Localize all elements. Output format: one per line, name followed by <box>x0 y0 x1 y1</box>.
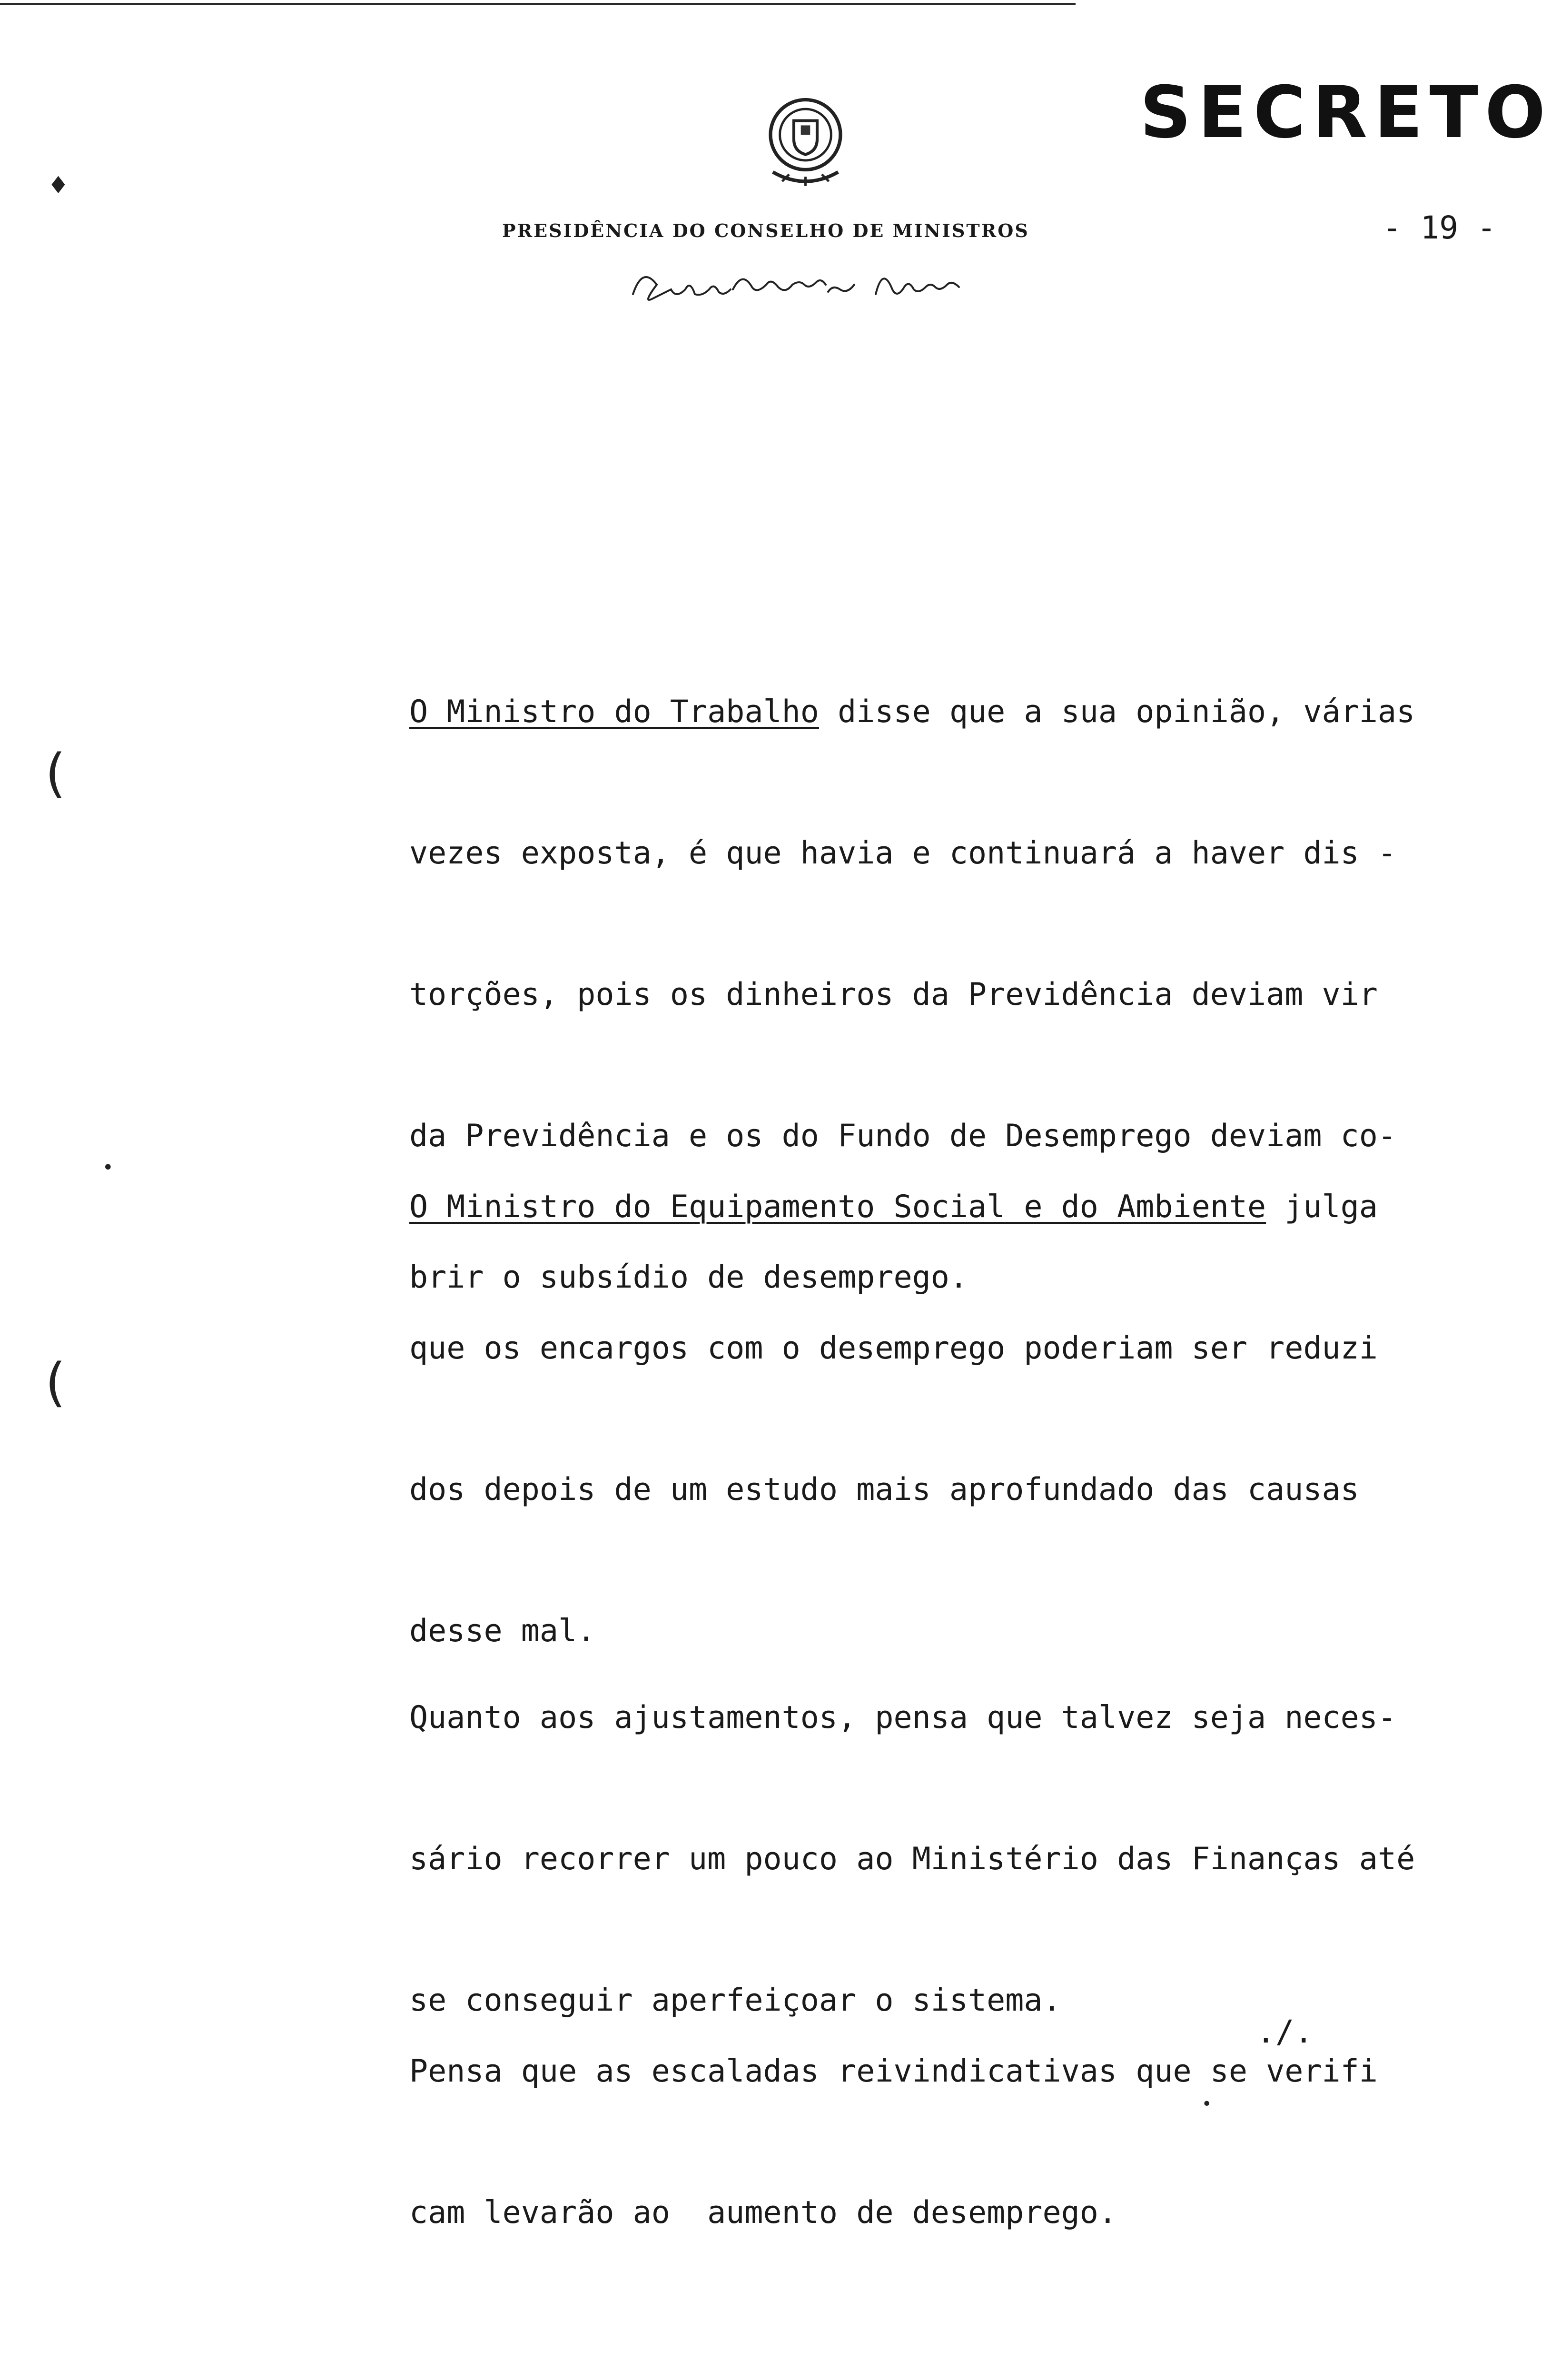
text-line: torções, pois os dinheiros da Previdência deviam vir <box>409 977 1378 1012</box>
text-line: dos depois de um estudo mais aprofundado das causas <box>409 1472 1359 1507</box>
speaker-underlined: O Ministro do Trabalho <box>409 694 819 730</box>
paragraph <box>409 1954 1466 2330</box>
secret-stamp: SECRETO <box>1140 71 1552 154</box>
institution-header: PRESIDÊNCIA DO CONSELHO DE MINISTROS <box>502 220 1029 241</box>
text-line: se conseguir aperfeiçoar o sistema. <box>409 1983 1061 2018</box>
office-script-heading <box>628 261 985 313</box>
binding-hole-mark: ( <box>45 743 66 803</box>
text-line: O Ministro do Trabalho disse que a sua opinião, várias <box>409 694 1415 730</box>
text-line: brir o subsídio de desemprego. <box>409 1259 968 1295</box>
margin-dot: • <box>1202 2094 1212 2114</box>
top-rule <box>0 3 1076 5</box>
section-equipment-minister <box>409 995 1466 2380</box>
paragraph <box>409 1089 1466 1749</box>
coat-of-arms-icon <box>747 88 864 205</box>
text-line: Quanto aos ajustamentos, pensa que talvez seja neces- <box>409 1700 1397 1735</box>
text-line: cam levarão ao aumento de desemprego. <box>409 2195 1117 2231</box>
margin-dot: • <box>102 1157 114 1179</box>
binding-hole-mark: ( <box>45 1352 66 1413</box>
page-number: - 19 - <box>1383 209 1496 246</box>
margin-dot: ♦ <box>48 171 69 199</box>
speaker-underlined: O Ministro do Equipamento Social e do Ambiente <box>409 1189 1266 1225</box>
text-line: O Ministro do Equipamento Social e do Ambiente julga <box>409 1189 1378 1225</box>
text-line: que os encargos com o desemprego poderiam ser reduzi <box>409 1330 1378 1366</box>
text-line: Pensa que as escaladas reivindicativas que se verifi <box>409 2053 1378 2089</box>
text-line: vezes exposta, é que havia e continuará a haver dis - <box>409 835 1397 871</box>
text-line: sário recorrer um pouco ao Ministério das Finanças até <box>409 1841 1415 1877</box>
continuation-mark: ./. <box>1256 2013 1314 2050</box>
text-line: desse mal. <box>409 1613 596 1649</box>
text-line: da Previdência e os do Fundo de Desemprego deviam co- <box>409 1118 1397 1154</box>
